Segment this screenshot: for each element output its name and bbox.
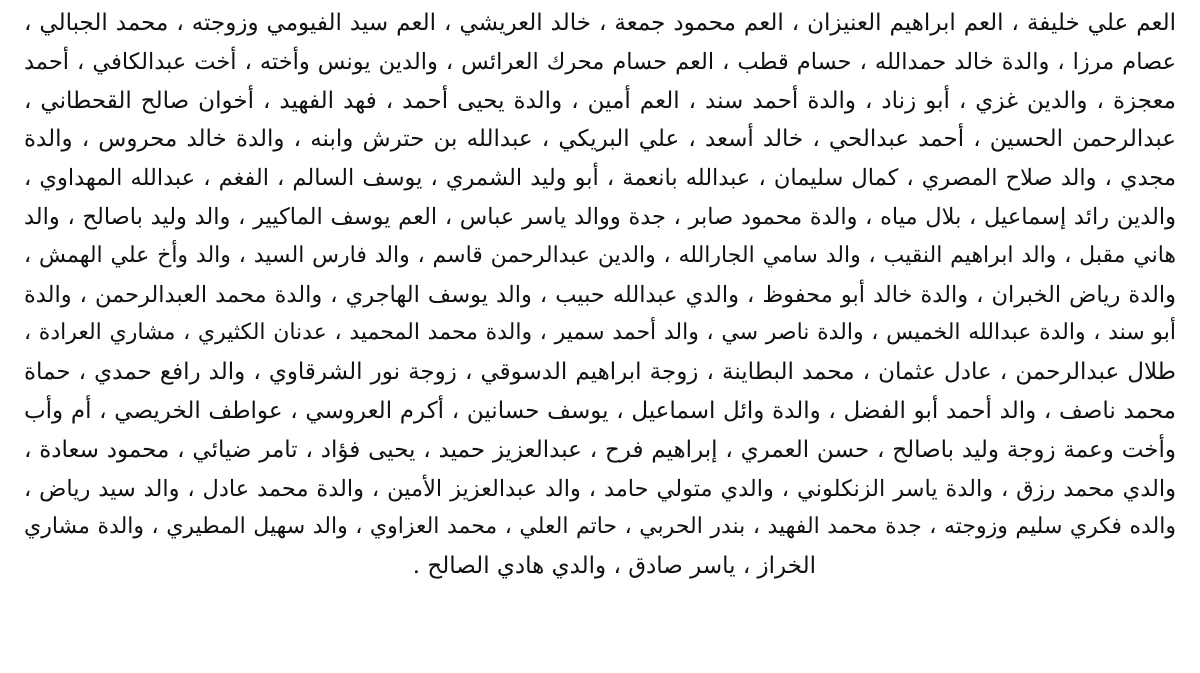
text-line: والدة رياض الخبران ، والدة خالد أبو محفوظ ، والدي عبدالله حبيب ، والد يوسف الهاجري ، والدة محمد العبدالرحمن ، والدة bbox=[24, 281, 1176, 308]
text-line: معجزة ، والدين غزي ، أبو زناد ، والدة أحمد سند ، العم أمين ، والدة يحيى أحمد ، فهد الفهيد ، أخوان صالح القحطاني ، bbox=[24, 87, 1176, 114]
text-line: وأخت وعمة زوجة وليد باصالح ، حسن العمري ، إبراهيم فرح ، عبدالعزيز حميد ، يحيى فؤاد ، تامر ضيائي ، محمود سعادة ، bbox=[24, 436, 1176, 463]
text-line: مجدي ، والد صلاح المصري ، كمال سليمان ، عبدالله بانعمة ، أبو وليد الشمري ، يوسف السالم ، الفغم ، عبدالله المهداوي ، bbox=[24, 165, 1176, 192]
text-line: عصام مرزا ، والدة خالد حمدالله ، حسام قطب ، العم حسام محرك العرائس ، والدين يونس وأخته ، أخت عبدالكافي ، أحمد bbox=[24, 48, 1176, 75]
text-line: والدين رائد إسماعيل ، بلال مياه ، والدة محمود صابر ، جدة ووالد ياسر عباس ، العم يوسف الماكيير ، والد وليد باصالح ، والد bbox=[24, 203, 1176, 230]
text-line: والدي محمد رزق ، والدة ياسر الزنكلوني ، والدي متولي حامد ، والد عبدالعزيز الأمين ، والدة محمد عادل ، والد سيد رياض ، bbox=[24, 475, 1176, 502]
condolence-names-document bbox=[24, 4, 1176, 673]
text-line: محمد ناصف ، والد أحمد أبو الفضل ، والدة وائل اسماعيل ، يوسف حسانين ، أكرم العروسي ، عواطف الخريصي ، أم وأب bbox=[24, 397, 1176, 424]
text-line: والده فكري سليم وزوجته ، جدة محمد الفهيد ، بندر الحربي ، حاتم العلي ، محمد العزاوي ، والد سهيل المطيري ، والدة مشاري bbox=[24, 514, 1176, 540]
text-line: طلال عبدالرحمن ، عادل عثمان ، محمد البطاينة ، زوجة ابراهيم الدسوقي ، زوجة نور الشرقاوي ، والد رافع حمدي ، حماة bbox=[24, 359, 1176, 386]
text-line: هاني مقبل ، والد ابراهيم النقيب ، والد سامي الجارالله ، والدين عبدالرحمن قاسم ، والد فارس السيد ، والد وأخ علي الهمش ، bbox=[24, 242, 1176, 268]
text-line-final: الخراز ، ياسر صادق ، والدي هادي الصالح . bbox=[412, 553, 816, 580]
text-line: العم علي خليفة ، العم ابراهيم العنيزان ، العم محمود جمعة ، خالد العريشي ، العم سيد الفيومي وزوجته ، محمد الجبالي ، bbox=[24, 10, 1176, 36]
text-line: أبو سند ، والدة عبدالله الخميس ، والدة ناصر سي ، والد أحمد سمير ، والدة محمد المحميد ، عدنان الكثيري ، مشاري العرادة ، bbox=[24, 320, 1176, 346]
text-line: عبدالرحمن الحسين ، أحمد عبدالحي ، خالد أسعد ، علي البريكي ، عبدالله بن حترش وابنه ، والدة خالد محروس ، والدة bbox=[24, 126, 1176, 153]
